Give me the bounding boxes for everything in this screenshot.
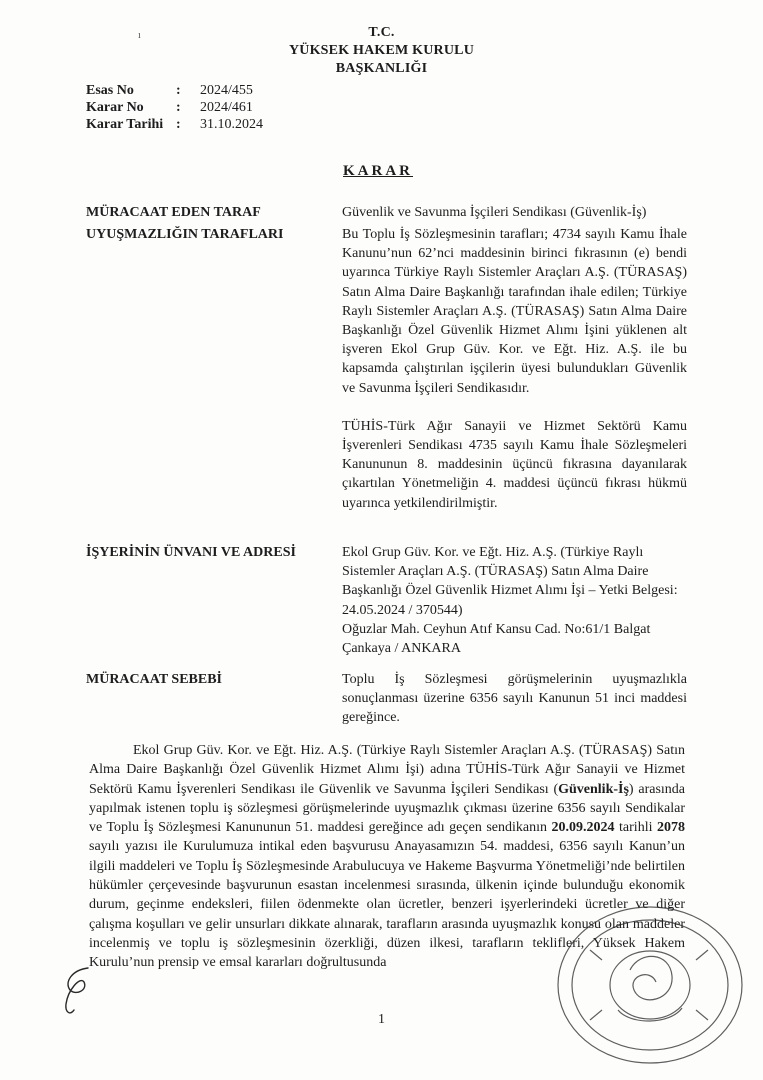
signature-mark (58, 960, 106, 1020)
section-text (342, 543, 687, 658)
meta-row-esas (86, 82, 263, 99)
section-text: Toplu İş Sözleşmesi görüşmelerinin uyuşmazlıkla sonuçlanması üzerine 6356 sayılı Kanunun 51 inci maddesi gereğince. (342, 672, 687, 726)
section-label: MÜRACAAT SEBEBİ (86, 672, 223, 687)
meta-sep: : (176, 117, 181, 132)
workplace-name: Ekol Grup Güv. Kor. ve Eğt. Hiz. A.Ş. (Türkiye Raylı Sistemler Araçları A.Ş. (TÜRASAŞ) Satın Alma Daire Başkanlığı Özel Güvenlik Hizmet Alımı İşi – Yetki Belgesi: 24.05.2024 / 370544) (342, 545, 678, 618)
parties-paragraph: TÜHİS-Türk Ağır Sanayii ve Hizmet Sektörü Kamu İşverenleri Sendikası 4735 sayılı Kamu İhale Sözleşmeleri Kanununun 8. maddesinin üçüncü fıkrasına dayanılarak çıkartılan Yönetmeliğin 4. maddesi üçüncü fıkrası hükmü uyarınca yetkilendirilmiştir. (342, 418, 687, 511)
section-label: İŞYERİNİN ÜNVANI VE ADRESİ (86, 545, 296, 560)
scan-mark: ı (138, 30, 141, 41)
page-number: 1 (378, 1012, 385, 1027)
union-short-name: Güvenlik-İş (558, 781, 629, 797)
decision-title: KARAR (343, 163, 413, 179)
section-label: MÜRACAAT EDEN TARAF (86, 205, 261, 220)
meta-sep: : (176, 100, 181, 115)
header-institution: YÜKSEK HAKEM KURULU (288, 43, 475, 58)
section-text (342, 225, 687, 513)
body-text: sayılı yazısı ile Kurulumuza intikal eden başvurusu Anayasamızın 54. maddesi, 6356 sayılı Kanun’un ilgili maddeleri ve Toplu İş Sözleşmesinde Arabulucuya ve Hakeme Başvurma Yönetmeliği’nde belirtilen hükümler çerçevesinde başvurunun esastan incelenmesi sırasında, ülkenin içinde bulunduğu ekonomik durum, geçinme endeksleri, fiilen ödenmekte olan ücretler, benzeri işyerlerindeki ücretler ve diğer çalışma koşulları ve gelir unsurları dikkate alınarak, tarafların arasında uyuşmazlık konusu olan maddeler incelenmiş ve toplu iş sözleşmesinin özerkliği, düzen ilkesi, tarafların teklifleri, Yüksek Hakem Kurulu’nun prensip ve emsal kararları doğrultusunda (89, 839, 685, 971)
body-text: Ekol Grup Güv. Kor. ve Eğt. Hiz. A.Ş. (Türkiye Raylı Sistemler Araçları A.Ş. (TÜRASAŞ) Satın Alma Daire Başkanlığı Özel Güvenlik Hizmet Alımı İşi) adına TÜHİS-Türk Ağır Sanayii ve Hizmet Sektörü Kamu İşverenleri Sendikası ile Güvenlik ve Savunma İşçileri Sendikası ( (89, 743, 685, 797)
section-label: UYUŞMAZLIĞIN TARAFLARI (86, 227, 284, 242)
letterhead (0, 24, 763, 78)
meta-key: Karar No (86, 100, 144, 115)
parties-paragraph: Bu Toplu İş Sözleşmesinin tarafları; 4734 sayılı Kamu İhale Kanunu’nun 62’nci maddesinin birinci fıkrasının (e) bendi uyarınca Türkiye Raylı Sistemler Araçları A.Ş. (TÜRASAŞ) Satın Alma Daire Başkanlığı tarafından ihale edilen; Türkiye Raylı Sistemler Araçları A.Ş. (TÜRASAŞ) Satın Alma Daire Başkanlığı Özel Güvenlik Hizmet Alımı İşini yüklenen alt işveren Ekol Grup Güv. Kor. ve Eğt. Hiz. A.Ş. ile bu kapsamda çalıştırılan işçilerin üyesi bulundukları Güvenlik ve Savunma İşçileri Sendikasıdır. (342, 227, 687, 396)
meta-value: 2024/461 (200, 100, 253, 115)
meta-key: Karar Tarihi (86, 117, 164, 132)
application-number: 2078 (657, 820, 685, 836)
meta-value: 31.10.2024 (200, 117, 263, 132)
meta-value: 2024/455 (200, 83, 253, 98)
section-text: Güvenlik ve Savunma İşçileri Sendikası (Güvenlik-İş) (342, 205, 647, 220)
meta-row-karar (86, 99, 263, 116)
header-tc: T.C. (368, 25, 395, 40)
meta-sep: : (176, 83, 181, 98)
application-date: 20.09.2024 (551, 820, 615, 836)
meta-key: Esas No (86, 83, 134, 98)
official-seal (530, 890, 745, 1065)
header-office: BAŞKANLIĞI (335, 61, 428, 76)
case-metadata (86, 82, 263, 133)
body-text: tarihli (614, 820, 657, 836)
body-text: ) arasında yapılmak istenen toplu iş sözleşmesi görüşmelerinde uyuşmazlık çıkması üzerine 6356 sayılı Sendikalar ve Toplu İş Sözleşmesi Kanununun 51. maddesi gereğince adı geçen sendikanın (89, 781, 685, 836)
meta-row-tarih (86, 116, 263, 133)
workplace-address: Oğuzlar Mah. Ceyhun Atıf Kansu Cad. No:61/1 Balgat Çankaya / ANKARA (342, 621, 651, 657)
